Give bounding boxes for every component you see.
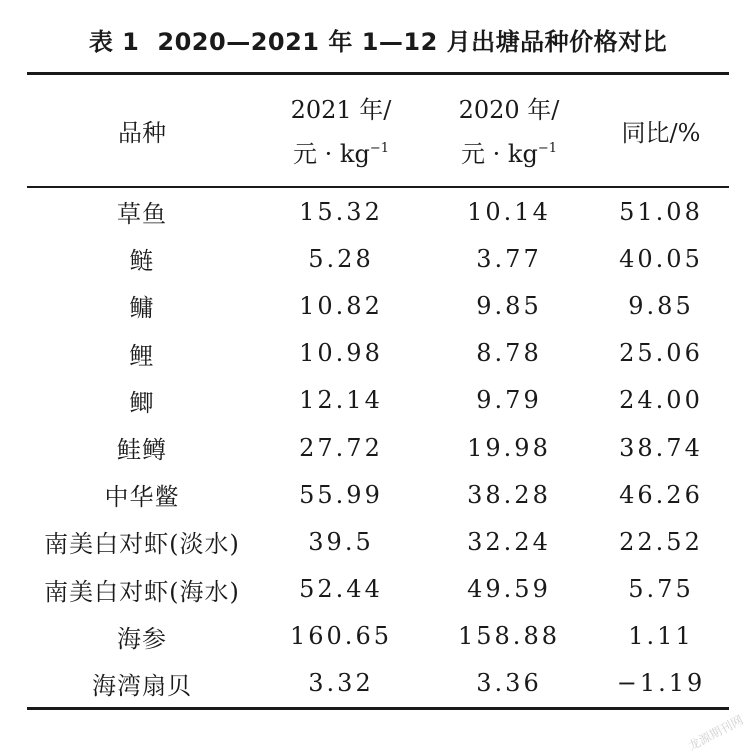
header-2021-unit: 元 · kg bbox=[293, 140, 370, 168]
table-row bbox=[27, 613, 729, 660]
cell-price-2020: 9.85 bbox=[476, 291, 542, 320]
cell-price-2021: 15.32 bbox=[299, 197, 383, 226]
cell-variety: 鲢 bbox=[129, 247, 155, 276]
table-row bbox=[27, 282, 729, 329]
header-2020-exponent: −1 bbox=[537, 141, 557, 156]
cell-yoy: 1.11 bbox=[628, 622, 694, 651]
cell-yoy: 38.74 bbox=[619, 433, 703, 462]
cell-yoy: 22.52 bbox=[619, 527, 703, 556]
cell-variety: 草鱼 bbox=[117, 200, 167, 229]
cell-variety: 南美白对虾(淡水) bbox=[44, 530, 240, 559]
cell-price-2020: 49.59 bbox=[467, 575, 551, 604]
cell-price-2021: 5.28 bbox=[308, 244, 374, 273]
cell-variety: 海湾扇贝 bbox=[92, 671, 192, 700]
cell-price-2020: 32.24 bbox=[467, 527, 551, 556]
cell-yoy: 40.05 bbox=[619, 244, 703, 273]
cell-price-2021: 27.72 bbox=[299, 433, 383, 462]
cell-yoy: 5.75 bbox=[628, 575, 694, 604]
cell-yoy: 46.26 bbox=[619, 480, 703, 509]
header-2021-price bbox=[257, 88, 425, 178]
cell-yoy: 25.06 bbox=[619, 339, 703, 368]
cell-price-2020: 3.77 bbox=[476, 244, 542, 273]
table-label: 表 1 bbox=[88, 28, 140, 56]
cell-variety: 鲫 bbox=[129, 388, 155, 417]
cell-price-2020: 38.28 bbox=[467, 480, 551, 509]
table-row bbox=[27, 660, 729, 707]
cell-price-2021: 55.99 bbox=[299, 480, 383, 509]
cell-price-2020: 9.79 bbox=[476, 386, 542, 415]
header-2021-exponent: −1 bbox=[369, 141, 389, 156]
table-row bbox=[27, 566, 729, 613]
cell-variety: 鲑鳟 bbox=[117, 436, 167, 465]
table-row bbox=[27, 377, 729, 424]
cell-price-2020: 19.98 bbox=[467, 433, 551, 462]
cell-variety: 中华鳖 bbox=[104, 483, 180, 512]
table-body bbox=[27, 188, 729, 707]
cell-price-2021: 52.44 bbox=[299, 575, 383, 604]
header-variety: 品种 bbox=[118, 119, 166, 147]
cell-variety: 海参 bbox=[117, 624, 167, 653]
cell-price-2020: 3.36 bbox=[476, 669, 542, 698]
table-row bbox=[27, 235, 729, 282]
cell-yoy: −1.19 bbox=[616, 669, 706, 698]
header-2020-price bbox=[425, 88, 593, 178]
cell-price-2020: 8.78 bbox=[476, 339, 542, 368]
cell-yoy: 9.85 bbox=[628, 291, 694, 320]
header-2021-line1: 2021 年/ bbox=[290, 96, 392, 124]
bottom-rule bbox=[27, 707, 729, 710]
top-rule bbox=[27, 72, 729, 75]
cell-price-2021: 3.32 bbox=[308, 669, 374, 698]
header-2020-line2 bbox=[425, 132, 593, 176]
table-row bbox=[27, 518, 729, 565]
cell-price-2021: 10.82 bbox=[299, 291, 383, 320]
cell-price-2020: 158.88 bbox=[458, 622, 560, 651]
header-2021-line2 bbox=[257, 132, 425, 176]
cell-price-2021: 39.5 bbox=[308, 527, 374, 556]
watermark-logo: 龙源期刊网 bbox=[685, 712, 746, 754]
cell-variety: 南美白对虾(海水) bbox=[44, 577, 240, 606]
table-row bbox=[27, 424, 729, 471]
cell-yoy: 51.08 bbox=[619, 197, 703, 226]
cell-price-2021: 160.65 bbox=[290, 622, 392, 651]
cell-price-2020: 10.14 bbox=[467, 197, 551, 226]
cell-price-2021: 12.14 bbox=[299, 386, 383, 415]
cell-variety: 鳙 bbox=[129, 294, 155, 323]
table-caption bbox=[0, 22, 756, 57]
table-row bbox=[27, 188, 729, 235]
header-2020-unit: 元 · kg bbox=[461, 140, 538, 168]
table-title: 2020—2021 年 1—12 月出塘品种价格对比 bbox=[157, 28, 668, 56]
table-row bbox=[27, 471, 729, 518]
cell-variety: 鲤 bbox=[129, 341, 155, 370]
cell-price-2021: 10.98 bbox=[299, 339, 383, 368]
header-yoy: 同比/% bbox=[621, 119, 701, 147]
table-row bbox=[27, 330, 729, 377]
cell-yoy: 24.00 bbox=[619, 386, 703, 415]
header-2020-line1: 2020 年/ bbox=[458, 96, 560, 124]
